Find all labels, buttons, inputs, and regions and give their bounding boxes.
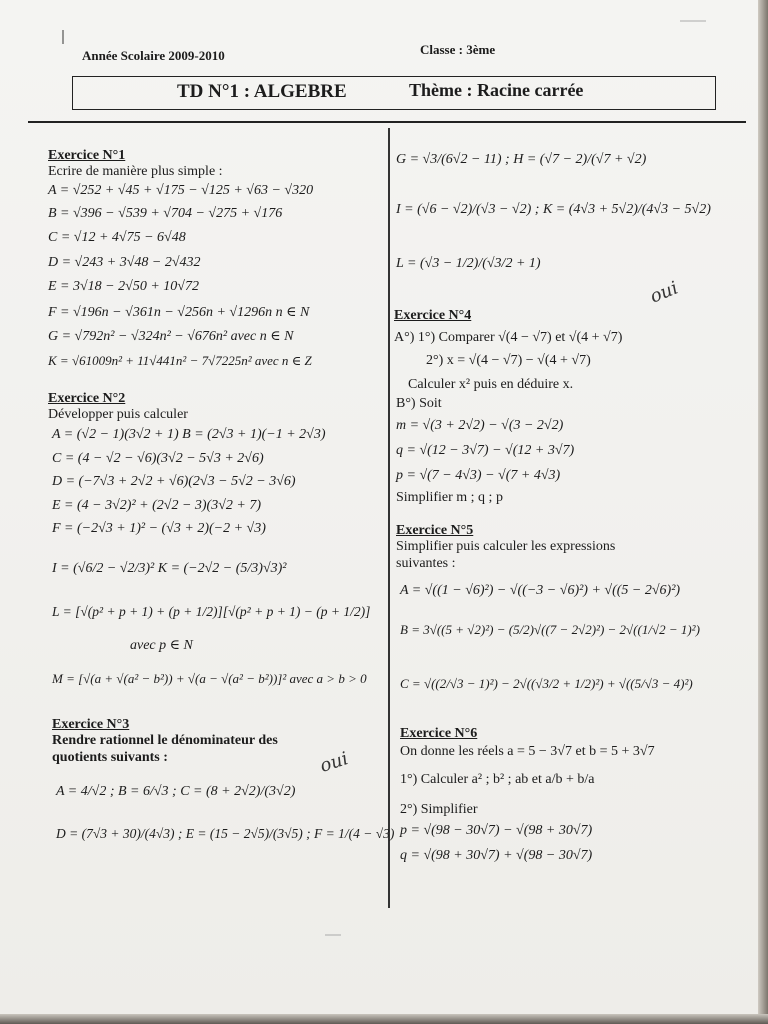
ex6-line-q: q = √(98 + 30√7) + √(98 − 30√7) — [400, 848, 593, 863]
class-level: Classe : 3ème — [420, 42, 496, 57]
exercise-1-title: Exercice N°1 — [48, 148, 126, 163]
ex1-line-G: G = √792n² − √324n² − √676n² avec n ∈ N — [48, 329, 294, 344]
header-divider — [28, 121, 746, 123]
ex1-line-A: A = √252 + √45 + √175 − √125 + √63 − √320 — [48, 183, 314, 198]
exercise-5-instruction-1: Simplifier puis calculer les expressions — [396, 539, 616, 554]
ex2-line-avec: avec p ∈ N — [130, 638, 193, 653]
right-line-GH: G = √3/(6√2 − 11) ; H = (√7 − 2)/(√7 + √2) — [396, 152, 647, 167]
ex4-a3: Calculer x² puis en déduire x. — [408, 377, 574, 392]
ex1-line-C: C = √12 + 4√75 − 6√48 — [48, 230, 186, 245]
exercise-5-instruction-2: suivantes : — [396, 556, 456, 571]
ex2-line-D: D = (−7√3 + 2√2 + √6)(2√3 − 5√2 − 3√6) — [52, 474, 296, 489]
column-divider — [388, 128, 390, 908]
pen-mark — [325, 934, 341, 936]
handwritten-mark: oui — [317, 748, 351, 777]
exercise-3-instruction-2: quotients suivants : — [52, 750, 168, 765]
ex1-line-E: E = 3√18 − 2√50 + 10√72 — [48, 279, 199, 294]
ex6-line-2: 1°) Calculer a² ; b² ; ab et a/b + b/a — [400, 772, 595, 787]
ex2-line-M: M = [√(a + √(a² − b²)) + √(a − √(a² − b²))]² avec a > b > 0 — [52, 671, 367, 686]
exercise-3-instruction-1: Rendre rationnel le dénominateur des — [52, 733, 278, 748]
ex2-line-AB: A = (√2 − 1)(3√2 + 1) B = (2√3 + 1)(−1 + 2√3) — [52, 427, 326, 442]
ex6-line-p: p = √(98 − 30√7) − √(98 + 30√7) — [400, 823, 593, 838]
ex1-line-F: F = √196n − √361n − √256n + √1296n n ∈ N — [48, 305, 310, 320]
ex3-line-DEF: D = (7√3 + 30)/(4√3) ; E = (15 − 2√5)/(3√5) ; F = 1/(4 − √3) — [56, 826, 395, 841]
ex1-line-K: K = √61009n² + 11√441n² − 7√7225n² avec n ∈ Z — [48, 353, 312, 368]
ex4-line-m: m = √(3 + 2√2) − √(3 − 2√2) — [396, 418, 564, 433]
ex2-line-C: C = (4 − √2 − √6)(3√2 − 5√3 + 2√6) — [52, 451, 264, 466]
ex4-a1: A°) 1°) Comparer √(4 − √7) et √(4 + √7) — [394, 330, 623, 345]
worksheet-title: TD N°1 : ALGEBRE — [177, 81, 347, 102]
exercise-4-title: Exercice N°4 — [394, 308, 472, 323]
ex2-line-IK: I = (√6/2 − √2/3)² K = (−2√2 − (5/3)√3)² — [52, 561, 287, 576]
title-box — [72, 76, 716, 110]
ex5-line-B: B = 3√((5 + √2)²) − (5/2)√((7 − 2√2)²) − 2√((1/√2 − 1)²) — [400, 622, 700, 637]
ex2-line-F: F = (−2√3 + 1)² − (√3 + 2)(−2 + √3) — [52, 521, 266, 536]
ex4-b0: B°) Soit — [396, 396, 442, 411]
school-year: Année Scolaire 2009-2010 — [82, 48, 225, 63]
exercise-2-title: Exercice N°2 — [48, 391, 126, 406]
ex2-line-E: E = (4 − 3√2)² + (2√2 − 3)(3√2 + 7) — [52, 498, 262, 513]
ex4-line-p: p = √(7 − 4√3) − √(7 + 4√3) — [396, 468, 561, 483]
exercise-1-instruction: Ecrire de manière plus simple : — [48, 164, 223, 179]
right-line-L: L = (√3 − 1/2)/(√3/2 + 1) — [396, 256, 541, 271]
handwritten-mark-2: oui — [647, 277, 682, 308]
ex5-line-A: A = √((1 − √6)²) − √((−3 − √6)²) + √((5 − 2√6)²) — [400, 583, 681, 598]
ex6-line-3: 2°) Simplifier — [400, 802, 478, 817]
ex6-line-1: On donne les réels a = 5 − 3√7 et b = 5 + 3√7 — [400, 744, 655, 759]
ex4-line-q: q = √(12 − 3√7) − √(12 + 3√7) — [396, 443, 575, 458]
ex1-line-B: B = √396 − √539 + √704 − √275 + √176 — [48, 206, 283, 221]
ex5-line-C: C = √((2/√3 − 1)²) − 2√((√3/2 + 1/2)²) + √((5/√3 − 4)²) — [400, 676, 693, 691]
page-edge-shadow — [758, 0, 768, 1024]
ex2-line-L: L = [√(p² + p + 1) + (p + 1/2)][√(p² + p + 1) − (p + 1/2)] — [52, 604, 371, 619]
pen-mark — [62, 30, 64, 44]
exercise-5-title: Exercice N°5 — [396, 523, 474, 538]
exercise-2-instruction: Développer puis calculer — [48, 407, 188, 422]
page-bottom-shadow — [0, 1014, 768, 1024]
pen-mark — [680, 20, 706, 22]
ex4-simplifier: Simplifier m ; q ; p — [396, 490, 503, 505]
ex3-line-ABC: A = 4/√2 ; B = 6/√3 ; C = (8 + 2√2)/(3√2) — [56, 784, 296, 799]
ex4-a2: 2°) x = √(4 − √7) − √(4 + √7) — [426, 353, 591, 368]
right-line-IK: I = (√6 − √2)/(√3 − √2) ; K = (4√3 + 5√2)/(4√3 − 5√2) — [396, 202, 711, 217]
worksheet-theme: Thème : Racine carrée — [409, 80, 584, 100]
exercise-3-title: Exercice N°3 — [52, 717, 130, 732]
exercise-6-title: Exercice N°6 — [400, 726, 478, 741]
ex1-line-D: D = √243 + 3√48 − 2√432 — [48, 255, 201, 270]
